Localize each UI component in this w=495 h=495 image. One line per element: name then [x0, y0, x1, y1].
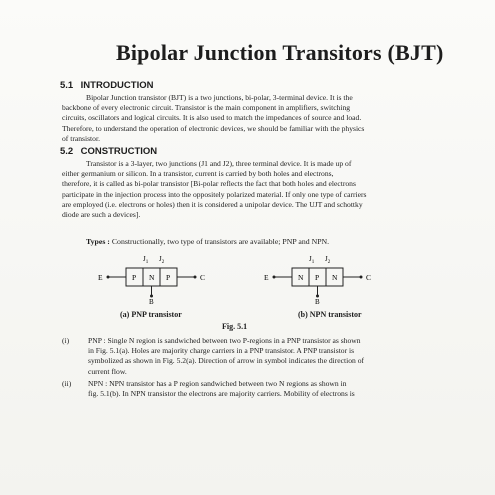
region-label: P	[315, 273, 320, 282]
text-line: Bipolar Junction transistor (BJT) is a two junctions, bi-polar, 3-terminal device. It is the	[86, 93, 353, 102]
npn-transistor-diagram	[262, 252, 392, 304]
pnp-caption: (a) PNP transistor	[120, 310, 182, 319]
collector-terminal-dot	[360, 276, 363, 279]
collector-terminal-dot	[194, 276, 197, 279]
emitter-label: E	[98, 273, 103, 282]
construction-paragraph	[62, 159, 392, 220]
section-number: 5.1	[60, 80, 74, 91]
emitter-terminal-dot	[273, 276, 276, 279]
region-label: N	[298, 273, 304, 282]
emitter-label: E	[264, 273, 269, 282]
list-item-body	[88, 379, 392, 399]
region-label: P	[132, 273, 137, 282]
list-item	[62, 379, 392, 399]
region-label: N	[149, 273, 155, 282]
base-label: B	[315, 298, 320, 304]
text-line: fig. 5.1(b). In NPN transistor the electrons are majority carriers. Mobility of electrons is	[88, 389, 355, 399]
list-marker: (ii)	[62, 379, 72, 388]
text-line: symbolized as shown in Fig. 5.2(a). Direction of arrow in symbol indicates the direction of	[88, 356, 365, 366]
list-item	[62, 336, 392, 377]
list-marker: (i)	[62, 336, 70, 345]
page-title: Bipolar Junction Transitors (BJT)	[116, 40, 444, 65]
text-line: backbone of every electronic circuit. Transistor is the main component in amplifiers, switching	[62, 103, 351, 113]
base-label: B	[149, 298, 154, 304]
text-line: therefore, it is called as bi-polar transistor [Bi-polar reflects the fact that both holes and electrons	[62, 179, 356, 189]
section-title: INTRODUCTION	[80, 80, 154, 91]
types-label: Types :	[86, 237, 110, 246]
section-number: 5.2	[60, 146, 74, 157]
text-line: PNP : Single N region is sandwiched between two P-regions in a PNP transistor as shown	[88, 336, 361, 345]
types-sentence	[86, 237, 329, 246]
npn-caption: (b) NPN transistor	[298, 310, 362, 319]
collector-label: C	[366, 273, 372, 282]
emitter-terminal-dot	[107, 276, 110, 279]
types-text: Constructionally, two type of transistors are available; PNP and NPN.	[111, 237, 330, 246]
section-title: CONSTRUCTION	[80, 146, 158, 157]
intro-paragraph	[62, 93, 392, 144]
text-line: NPN : NPN transistor has a P region sandwiched between two N regions as shown in	[88, 379, 347, 388]
section-heading-construction	[60, 146, 157, 157]
text-line: current flow.	[88, 366, 127, 376]
region-label: N	[332, 273, 338, 282]
text-line: participate in the injection process into the oppositely polarized material. If only one type of carriers	[62, 189, 367, 199]
collector-label: C	[200, 273, 206, 282]
junction-label-j1: $J_1$	[309, 255, 315, 265]
list-item-body	[88, 336, 392, 377]
text-line: Therefore, to understand the operation of electronic devices, we should be familiar with the physics	[62, 123, 365, 133]
pnp-transistor-diagram	[96, 252, 226, 304]
text-line: either germanium or silicon. In a transistor, current is carried by both holes and electrons,	[62, 169, 334, 179]
junction-label-j2: $J_2$	[159, 255, 165, 265]
text-line: are employed (i.e. electrons or holes) then it is considered a unipolar device. The UJT and schottky	[62, 199, 363, 209]
section-heading-introduction	[60, 80, 153, 91]
text-line: Transistor is a 3-layer, two junctions (J1 and J2), three terminal device. It is made up of	[86, 159, 352, 168]
figure-label: Fig. 5.1	[222, 322, 248, 331]
region-label: P	[166, 273, 171, 282]
text-line: in Fig. 5.1(a). Holes are majority charge carriers in a PNP transistor. A PNP transistor is	[88, 346, 355, 356]
text-line: circuits, oscillators and logical circuits. It is also used to match the impedances of source and load.	[62, 113, 362, 123]
junction-label-j1: $J_1$	[143, 255, 149, 265]
text-line: diode are such a devices].	[62, 210, 141, 220]
text-line: of transistor.	[62, 133, 100, 143]
junction-label-j2: $J_2$	[325, 255, 331, 265]
